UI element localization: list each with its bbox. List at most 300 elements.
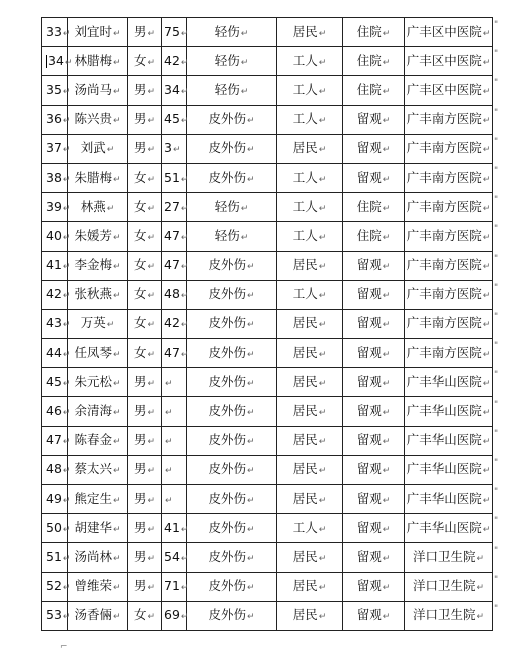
cell-name[interactable] [68,280,128,309]
cell-age[interactable] [162,397,187,426]
cell-text: 住院 [356,227,382,243]
cell-status[interactable] [343,76,405,105]
cell-text: 洋口卫生院 [412,607,476,623]
cell-text: 轻伤 [214,23,240,39]
cell-age[interactable] [162,514,187,543]
cell-name[interactable] [68,543,128,572]
cell-status[interactable] [343,105,405,134]
paragraph-mark: ↵ [476,553,485,564]
row-end-mark: " [494,166,499,176]
cell-hospital[interactable] [405,105,493,134]
cell-text: 居民 [292,140,318,156]
paragraph-mark: ↵ [106,203,115,214]
cell-gender[interactable] [128,339,162,368]
cell-gender[interactable] [128,397,162,426]
paragraph-mark: ↵ [382,612,391,623]
cell-age[interactable] [162,163,187,192]
cell-text: 49 [46,490,62,506]
cell-name[interactable] [68,426,128,455]
cell-status[interactable] [343,309,405,338]
cell-hospital[interactable] [405,368,493,397]
cell-text: 广丰南方医院 [406,315,482,331]
cell-occupation[interactable] [277,397,343,426]
cell-occupation[interactable] [277,572,343,601]
cell-text: 46 [46,403,62,419]
cell-name[interactable] [68,455,128,484]
cell-text: 皮外伤 [208,548,246,564]
cell-occupation[interactable] [277,485,343,514]
cell-status[interactable] [343,280,405,309]
cell-text: 广丰南方医院 [406,198,482,214]
cell-injury[interactable] [187,105,277,134]
cell-gender[interactable] [128,309,162,338]
cell-text: 胡建华 [74,519,112,535]
cell-text: 住院 [356,52,382,68]
paragraph-mark: ↵ [112,349,121,360]
cell-age[interactable] [162,309,187,338]
cell-occupation[interactable] [277,193,343,222]
table-row [42,426,493,455]
cell-gender[interactable] [128,134,162,163]
cell-number[interactable] [42,134,71,163]
cell-text: 广丰南方医院 [406,257,482,273]
paragraph-mark: ↵ [318,232,327,243]
cell-status[interactable] [343,485,405,514]
paragraph-mark: ↵ [147,232,156,243]
cell-gender[interactable] [128,601,162,630]
paragraph-mark: ↵ [180,232,189,243]
cell-text: 留观 [356,169,382,185]
cell-name[interactable] [68,514,128,543]
cell-number[interactable] [42,280,71,309]
paragraph-mark: ↵ [112,612,121,623]
cell-occupation[interactable] [277,368,343,397]
cell-name[interactable] [68,163,128,192]
cell-occupation[interactable] [277,251,343,280]
cell-occupation[interactable] [277,76,343,105]
cell-injury[interactable] [187,368,277,397]
row-end-mark: " [494,399,499,410]
cell-injury[interactable] [187,572,277,601]
paragraph-mark: ↵ [147,320,156,331]
cell-number[interactable] [42,339,71,368]
paragraph-mark: ↵ [165,437,173,448]
cell-injury[interactable] [187,280,277,309]
cell-text: 51 [164,169,180,185]
cell-text: 女 [133,344,147,360]
cell-text: 留观 [356,519,382,535]
cell-age[interactable] [162,368,187,397]
row-end-mark: " [494,458,499,468]
cell-hospital[interactable] [405,18,493,47]
cell-age[interactable] [162,543,187,572]
cell-status[interactable] [343,163,405,192]
cell-injury[interactable] [187,163,277,192]
cell-text: 朱媛芳 [74,227,112,243]
cell-hospital[interactable] [405,134,493,163]
cell-text: 居民 [292,432,318,448]
cell-text: 52 [46,578,62,594]
cell-text: 3 [164,140,172,156]
cell-occupation[interactable] [277,601,343,630]
cell-number[interactable] [42,601,71,630]
cell-gender[interactable] [128,543,162,572]
cell-name[interactable] [68,76,128,105]
cell-number[interactable] [42,426,71,455]
cell-injury[interactable] [187,397,277,426]
cell-gender[interactable] [128,455,162,484]
paragraph-mark: ↵ [318,583,327,594]
paragraph-mark: ↵ [62,232,71,243]
cell-age[interactable] [162,601,187,630]
cell-gender[interactable] [128,18,162,47]
paragraph-mark: ↵ [62,174,71,185]
cell-status[interactable] [343,193,405,222]
cell-occupation[interactable] [277,339,343,368]
cell-number[interactable] [42,368,71,397]
cell-occupation[interactable] [277,514,343,543]
cell-text: 47 [164,257,180,273]
cell-text: 皮外伤 [208,403,246,419]
cell-name[interactable] [68,572,128,601]
paragraph-mark: ↵ [64,57,73,68]
row-end-mark: " [494,341,499,352]
cell-occupation[interactable] [277,543,343,572]
cell-gender[interactable] [128,193,162,222]
cell-text: 45 [46,373,62,389]
cell-hospital[interactable] [405,47,493,76]
cell-number[interactable] [42,485,71,514]
cell-occupation[interactable] [277,47,343,76]
paragraph-mark: ↵ [482,57,491,68]
paragraph-mark: ↵ [62,145,71,156]
cell-gender[interactable] [128,280,162,309]
paragraph-mark: ↵ [147,612,156,623]
cell-status[interactable] [343,47,405,76]
row-end-mark: " [494,195,499,206]
cell-text: 工人 [292,111,318,127]
paragraph-mark: ↵ [112,174,121,185]
cell-hospital[interactable] [405,251,493,280]
paragraph-mark: ↵ [165,495,173,506]
cell-injury[interactable] [187,18,277,47]
cell-age[interactable] [162,455,187,484]
cell-hospital[interactable] [405,601,493,630]
cell-injury[interactable] [187,47,277,76]
cell-status[interactable] [343,222,405,251]
cell-gender[interactable] [128,76,162,105]
cell-injury[interactable] [187,543,277,572]
cell-occupation[interactable] [277,426,343,455]
cell-number[interactable] [42,309,71,338]
cell-name[interactable] [68,251,128,280]
cell-text: 留观 [356,578,382,594]
paragraph-mark: ↵ [246,116,255,127]
cell-number[interactable] [42,572,71,601]
table-row [42,397,493,426]
cell-text: 36 [46,111,62,127]
cell-occupation[interactable] [277,280,343,309]
cell-name[interactable] [68,222,128,251]
cell-injury[interactable] [187,339,277,368]
cell-injury[interactable] [187,601,277,630]
cell-injury[interactable] [187,514,277,543]
cell-gender[interactable] [128,105,162,134]
cell-status[interactable] [343,18,405,47]
cell-age[interactable] [162,572,187,601]
cell-text: 皮外伤 [208,344,246,360]
cell-text: 71 [164,578,180,594]
cell-text: 34 [48,52,64,68]
cell-text: 42 [46,286,62,302]
paragraph-mark: ↵ [112,378,121,389]
cell-text: 广丰区中医院 [406,52,482,68]
cell-injury[interactable] [187,309,277,338]
row-end-mark: " [494,370,499,381]
cell-text: 皮外伤 [208,461,246,477]
cell-occupation[interactable] [277,222,343,251]
paragraph-mark: ↵ [62,262,71,273]
cell-hospital[interactable] [405,76,493,105]
cell-text: 广丰南方医院 [406,344,482,360]
cell-hospital[interactable] [405,339,493,368]
cell-name[interactable] [68,339,128,368]
cell-number[interactable] [42,76,71,105]
cell-text: 女 [133,286,147,302]
cell-number[interactable] [42,18,71,47]
cell-gender[interactable] [128,47,162,76]
cell-text: 留观 [356,490,382,506]
cell-hospital[interactable] [405,280,493,309]
cell-age[interactable] [162,222,187,251]
cell-name[interactable] [68,309,128,338]
paragraph-mark: ↵ [112,262,121,273]
paragraph-mark: ↵ [382,437,391,448]
cell-gender[interactable] [128,251,162,280]
cell-injury[interactable] [187,134,277,163]
cell-number[interactable] [42,193,71,222]
cell-text: 皮外伤 [208,111,246,127]
cell-text: 女 [133,257,147,273]
paragraph-mark: ↵ [476,612,485,623]
cell-text: 75 [164,23,180,39]
cell-text: 广丰华山医院 [406,490,482,506]
cell-text: 38 [46,169,62,185]
paragraph-mark: ↵ [246,408,255,419]
paragraph-mark: ↵ [382,495,391,506]
cell-hospital[interactable] [405,514,493,543]
cell-text: 35 [46,81,62,97]
cell-name[interactable] [68,193,128,222]
cell-hospital[interactable] [405,222,493,251]
cell-text: 男 [133,373,147,389]
paragraph-mark: ↵ [147,145,156,156]
cell-gender[interactable] [128,163,162,192]
cell-text: 47 [164,344,180,360]
paragraph-mark: ↵ [318,524,327,535]
cell-text: 留观 [356,403,382,419]
paragraph-mark: ↵ [165,378,173,389]
cell-injury[interactable] [187,426,277,455]
cell-occupation[interactable] [277,309,343,338]
cell-age[interactable] [162,76,187,105]
row-end-mark: " [494,49,499,60]
paragraph-mark: ↵ [482,408,491,419]
cell-hospital[interactable] [405,309,493,338]
cell-text: 皮外伤 [208,286,246,302]
cell-injury[interactable] [187,485,277,514]
cell-status[interactable] [343,601,405,630]
cell-number[interactable] [42,47,73,76]
cell-hospital[interactable] [405,163,493,192]
cell-name[interactable] [68,105,128,134]
cell-text: 广丰南方医院 [406,169,482,185]
cell-text: 广丰区中医院 [406,81,482,97]
cell-age[interactable] [162,134,187,163]
cell-age[interactable] [162,485,187,514]
table-row [42,76,493,105]
cell-status[interactable] [343,339,405,368]
cell-text: 刘武 [80,140,106,156]
cell-number[interactable] [42,514,71,543]
cell-status[interactable] [343,426,405,455]
cell-name[interactable] [68,485,128,514]
paragraph-mark: ↵ [482,262,491,273]
cell-name[interactable] [68,18,128,47]
table-body [42,18,493,631]
paragraph-mark: ↵ [147,524,156,535]
cell-hospital[interactable] [405,485,493,514]
paragraph-mark: ↵ [147,495,156,506]
cell-text: 居民 [292,578,318,594]
paragraph-mark: ↵ [482,28,491,39]
cell-occupation[interactable] [277,105,343,134]
paragraph-mark: ↵ [180,553,189,564]
cell-injury[interactable] [187,222,277,251]
cell-hospital[interactable] [405,193,493,222]
cell-hospital[interactable] [405,543,493,572]
cell-gender[interactable] [128,222,162,251]
cell-injury[interactable] [187,455,277,484]
paragraph-mark: ↵ [246,583,255,594]
cell-age[interactable] [162,47,187,76]
cell-occupation[interactable] [277,134,343,163]
paragraph-mark: ↵ [318,320,327,331]
cell-age[interactable] [162,339,187,368]
cell-text: 住院 [356,81,382,97]
cell-number[interactable] [42,105,71,134]
cell-age[interactable] [162,18,187,47]
paragraph-mark: ↵ [165,408,173,419]
cell-status[interactable] [343,397,405,426]
cell-injury[interactable] [187,193,277,222]
cell-text: 轻伤 [214,227,240,243]
cell-text: 留观 [356,286,382,302]
paragraph-mark: ↵ [246,612,255,623]
paragraph-mark: ↵ [318,291,327,302]
cell-status[interactable] [343,543,405,572]
cell-hospital[interactable] [405,426,493,455]
cell-number[interactable] [42,251,71,280]
cell-name[interactable] [68,397,128,426]
cell-number[interactable] [42,455,71,484]
cell-age[interactable] [162,280,187,309]
paragraph-mark: ↵ [180,612,189,623]
cell-text: 广丰区中医院 [406,23,482,39]
cell-hospital[interactable] [405,455,493,484]
cell-injury[interactable] [187,76,277,105]
cell-text: 女 [133,227,147,243]
cell-text: 留观 [356,257,382,273]
cell-status[interactable] [343,514,405,543]
cell-name[interactable] [68,368,128,397]
table-row [42,163,493,192]
cell-text: 男 [133,111,147,127]
cell-text: 40 [46,227,62,243]
cell-age[interactable] [162,193,187,222]
cell-status[interactable] [343,251,405,280]
cell-text: 轻伤 [214,81,240,97]
cell-gender[interactable] [128,368,162,397]
paragraph-mark: ↵ [147,583,156,594]
cell-age[interactable] [162,251,187,280]
cell-status[interactable] [343,455,405,484]
cell-text: 51 [46,548,62,564]
cell-text: 熊定生 [74,490,112,506]
paragraph-mark: ↵ [482,466,491,477]
paragraph-mark: ↵ [62,524,71,535]
paragraph-mark: ↵ [318,349,327,360]
cell-gender[interactable] [128,426,162,455]
cell-text: 居民 [292,23,318,39]
cell-status[interactable] [343,134,405,163]
paragraph-mark: ↵ [318,437,327,448]
cell-gender[interactable] [128,514,162,543]
cell-status[interactable] [343,368,405,397]
cell-text: 工人 [292,286,318,302]
cell-occupation[interactable] [277,455,343,484]
cell-status[interactable] [343,572,405,601]
cell-text: 洋口卫生院 [412,578,476,594]
cell-gender[interactable] [128,572,162,601]
paragraph-mark: ↵ [112,57,121,68]
cell-number[interactable] [42,543,71,572]
cell-hospital[interactable] [405,572,493,601]
paragraph-mark: ↵ [112,437,121,448]
cell-text: 居民 [292,373,318,389]
cell-name[interactable] [68,47,128,76]
cell-gender[interactable] [128,485,162,514]
cell-occupation[interactable] [277,163,343,192]
paragraph-mark: ↵ [106,320,115,331]
cell-name[interactable] [68,601,128,630]
cell-number[interactable] [42,222,71,251]
cell-injury[interactable] [187,251,277,280]
paragraph-mark: ↵ [246,320,255,331]
cell-text: 27 [164,198,180,214]
cell-number[interactable] [42,163,71,192]
paragraph-mark: ↵ [382,524,391,535]
cell-number[interactable] [42,397,71,426]
paragraph-mark: ↵ [62,28,71,39]
cell-age[interactable] [162,105,187,134]
cell-hospital[interactable] [405,397,493,426]
cell-name[interactable] [68,134,128,163]
cell-age[interactable] [162,426,187,455]
cell-text: 洋口卫生院 [412,548,476,564]
cell-text: 男 [133,140,147,156]
cell-occupation[interactable] [277,18,343,47]
